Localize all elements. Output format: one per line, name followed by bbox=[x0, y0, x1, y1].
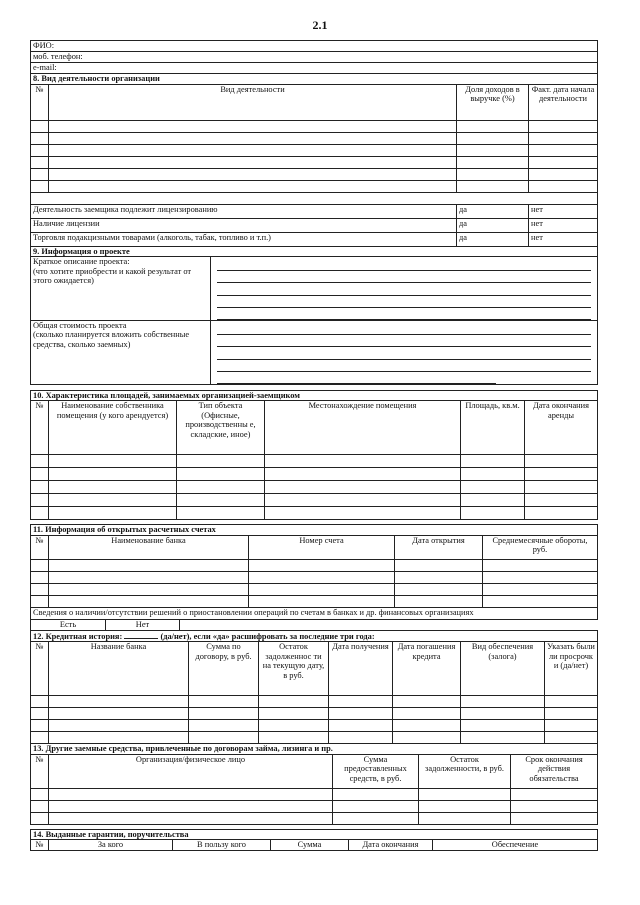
col-receipt-date: Дата получения bbox=[329, 642, 393, 696]
accounts-table bbox=[30, 524, 598, 620]
table-row[interactable] bbox=[31, 800, 598, 812]
table-row[interactable] bbox=[31, 788, 598, 800]
table-row[interactable] bbox=[31, 481, 598, 494]
col-contract-sum: Сумма по договору, в руб. bbox=[189, 642, 259, 696]
col-number: № bbox=[31, 840, 49, 851]
license-present-yes[interactable]: да bbox=[457, 218, 529, 232]
col-number: № bbox=[31, 84, 49, 120]
other-loans-table bbox=[30, 743, 598, 825]
col-owner: Наименование собственника помещения (у кого арендуется) bbox=[49, 401, 177, 455]
table-row[interactable] bbox=[31, 132, 598, 144]
email-field[interactable]: e-mail: bbox=[31, 63, 598, 74]
table-row[interactable] bbox=[31, 559, 598, 571]
activity-table bbox=[30, 73, 598, 205]
col-end-date: Дата окончания bbox=[349, 840, 433, 851]
col-income-share: Доля доходов в выручке (%) bbox=[457, 84, 529, 120]
premises-table bbox=[30, 390, 598, 521]
col-beneficiary: В пользу кого bbox=[173, 840, 271, 851]
col-number: № bbox=[31, 535, 49, 559]
page-number: 2.1 bbox=[312, 18, 328, 32]
table-row[interactable] bbox=[31, 180, 598, 192]
col-repayment-date: Дата погашения кредита bbox=[393, 642, 461, 696]
table-row[interactable] bbox=[31, 455, 598, 468]
table-row[interactable] bbox=[31, 571, 598, 583]
col-for-whom: За кого bbox=[49, 840, 173, 851]
col-number: № bbox=[31, 401, 49, 455]
suspension-yes[interactable]: Есть bbox=[31, 619, 106, 630]
col-number: № bbox=[31, 642, 49, 696]
credit-history-table bbox=[30, 630, 598, 745]
license-required-label: Деятельность заемщика подлежит лицензированию bbox=[31, 204, 457, 218]
license-present-no[interactable]: нет bbox=[529, 218, 598, 232]
col-account-number: Номер счета bbox=[249, 535, 395, 559]
excise-trade-yes[interactable]: да bbox=[457, 232, 529, 246]
col-provided-sum: Сумма предоставленных средств, в руб. bbox=[333, 754, 419, 788]
col-location: Местонахождение помещения bbox=[265, 401, 461, 455]
table-row[interactable] bbox=[31, 494, 598, 507]
table-row[interactable] bbox=[31, 812, 598, 824]
table-row[interactable] bbox=[31, 507, 598, 520]
license-required-no[interactable]: нет bbox=[529, 204, 598, 218]
section-13-title: 13. Другие заемные средства, привлеченные по договорам займа, лизинга и пр. bbox=[31, 744, 598, 755]
table-row[interactable] bbox=[31, 595, 598, 607]
col-area: Площадь, кв.м. bbox=[461, 401, 525, 455]
excise-trade-label: Торговля подакцизными товарами (алкоголь, табак, топливо и т.п.) bbox=[31, 232, 457, 246]
col-overdue: Указать были ли просрочк и (да/нет) bbox=[545, 642, 598, 696]
col-security: Обеспечение bbox=[433, 840, 598, 851]
col-obligation-end: Срок окончания действия обязательства bbox=[511, 754, 598, 788]
table-row[interactable] bbox=[31, 144, 598, 156]
suspension-note: Сведения о наличии/отсутствии решений о приостановлении операций по счетам в банках и др. финансовых организациях bbox=[31, 607, 598, 619]
section-11-title: 11. Информация об открытых расчетных счетах bbox=[31, 525, 598, 536]
project-table bbox=[30, 246, 598, 385]
phone-field[interactable]: моб. телефон: bbox=[31, 52, 598, 63]
table-row[interactable] bbox=[31, 583, 598, 595]
table-row[interactable] bbox=[31, 696, 598, 708]
col-activity: Вид деятельности bbox=[49, 84, 457, 120]
col-object-type: Тип объекта (Офисные, производственны е, складские, иное) bbox=[177, 401, 265, 455]
contact-table bbox=[30, 40, 598, 74]
col-lease-end: Дата окончания аренды bbox=[525, 401, 598, 455]
project-description-input[interactable] bbox=[211, 257, 598, 321]
col-bank-name: Название банка bbox=[49, 642, 189, 696]
col-amount: Сумма bbox=[271, 840, 349, 851]
license-required-yes[interactable]: да bbox=[457, 204, 529, 218]
section-8-title: 8. Вид деятельности организации bbox=[31, 74, 598, 85]
col-collateral: Вид обеспечения (залога) bbox=[461, 642, 545, 696]
project-cost-input[interactable] bbox=[211, 320, 598, 384]
col-turnover: Среднемесячные обороты, руб. bbox=[483, 535, 598, 559]
license-table bbox=[30, 204, 598, 247]
section-9-title: 9. Информация о проекте bbox=[31, 246, 598, 257]
col-debt-balance: Остаток задолженнос ти на текущую дату, в руб. bbox=[259, 642, 329, 696]
table-row[interactable] bbox=[31, 720, 598, 732]
section-10-title: 10. Характеристика площадей, занимаемых организацией-заемщиком bbox=[31, 390, 598, 401]
section-12-title bbox=[31, 630, 598, 642]
table-row[interactable] bbox=[31, 120, 598, 132]
application-form bbox=[30, 40, 598, 851]
table-row[interactable] bbox=[31, 708, 598, 720]
section-12-title-b: (да/нет), если «да» расшифровать за последние три года: bbox=[160, 631, 375, 641]
table-row[interactable] bbox=[31, 156, 598, 168]
col-bank-name: Наименование банка bbox=[49, 535, 249, 559]
credit-history-answer[interactable] bbox=[124, 631, 158, 639]
project-cost-label: Общая стоимость проекта (сколько планируется вложить собственные средства, сколько заемных) bbox=[31, 320, 211, 384]
col-number: № bbox=[31, 754, 49, 788]
license-present-label: Наличие лицензии bbox=[31, 218, 457, 232]
col-start-date: Факт. дата начала деятельности bbox=[529, 84, 598, 120]
section-12-title-a: 12. Кредитная история: bbox=[33, 631, 123, 641]
fio-field[interactable]: ФИО: bbox=[31, 41, 598, 52]
project-description-label: Краткое описание проекта: (что хотите приобрести и какой результат от этого ожидается) bbox=[31, 257, 211, 321]
col-open-date: Дата открытия bbox=[395, 535, 483, 559]
col-debt-balance: Остаток задолженности, в руб. bbox=[419, 754, 511, 788]
section-14-title: 14. Выданные гарантии, поручительства bbox=[31, 829, 598, 840]
col-organization: Организация/физическое лицо bbox=[49, 754, 333, 788]
table-row[interactable] bbox=[31, 468, 598, 481]
table-row[interactable] bbox=[31, 732, 598, 744]
guarantees-table bbox=[30, 829, 598, 852]
suspension-no[interactable]: Нет bbox=[106, 619, 180, 630]
excise-trade-no[interactable]: нет bbox=[529, 232, 598, 246]
table-row[interactable] bbox=[31, 168, 598, 180]
